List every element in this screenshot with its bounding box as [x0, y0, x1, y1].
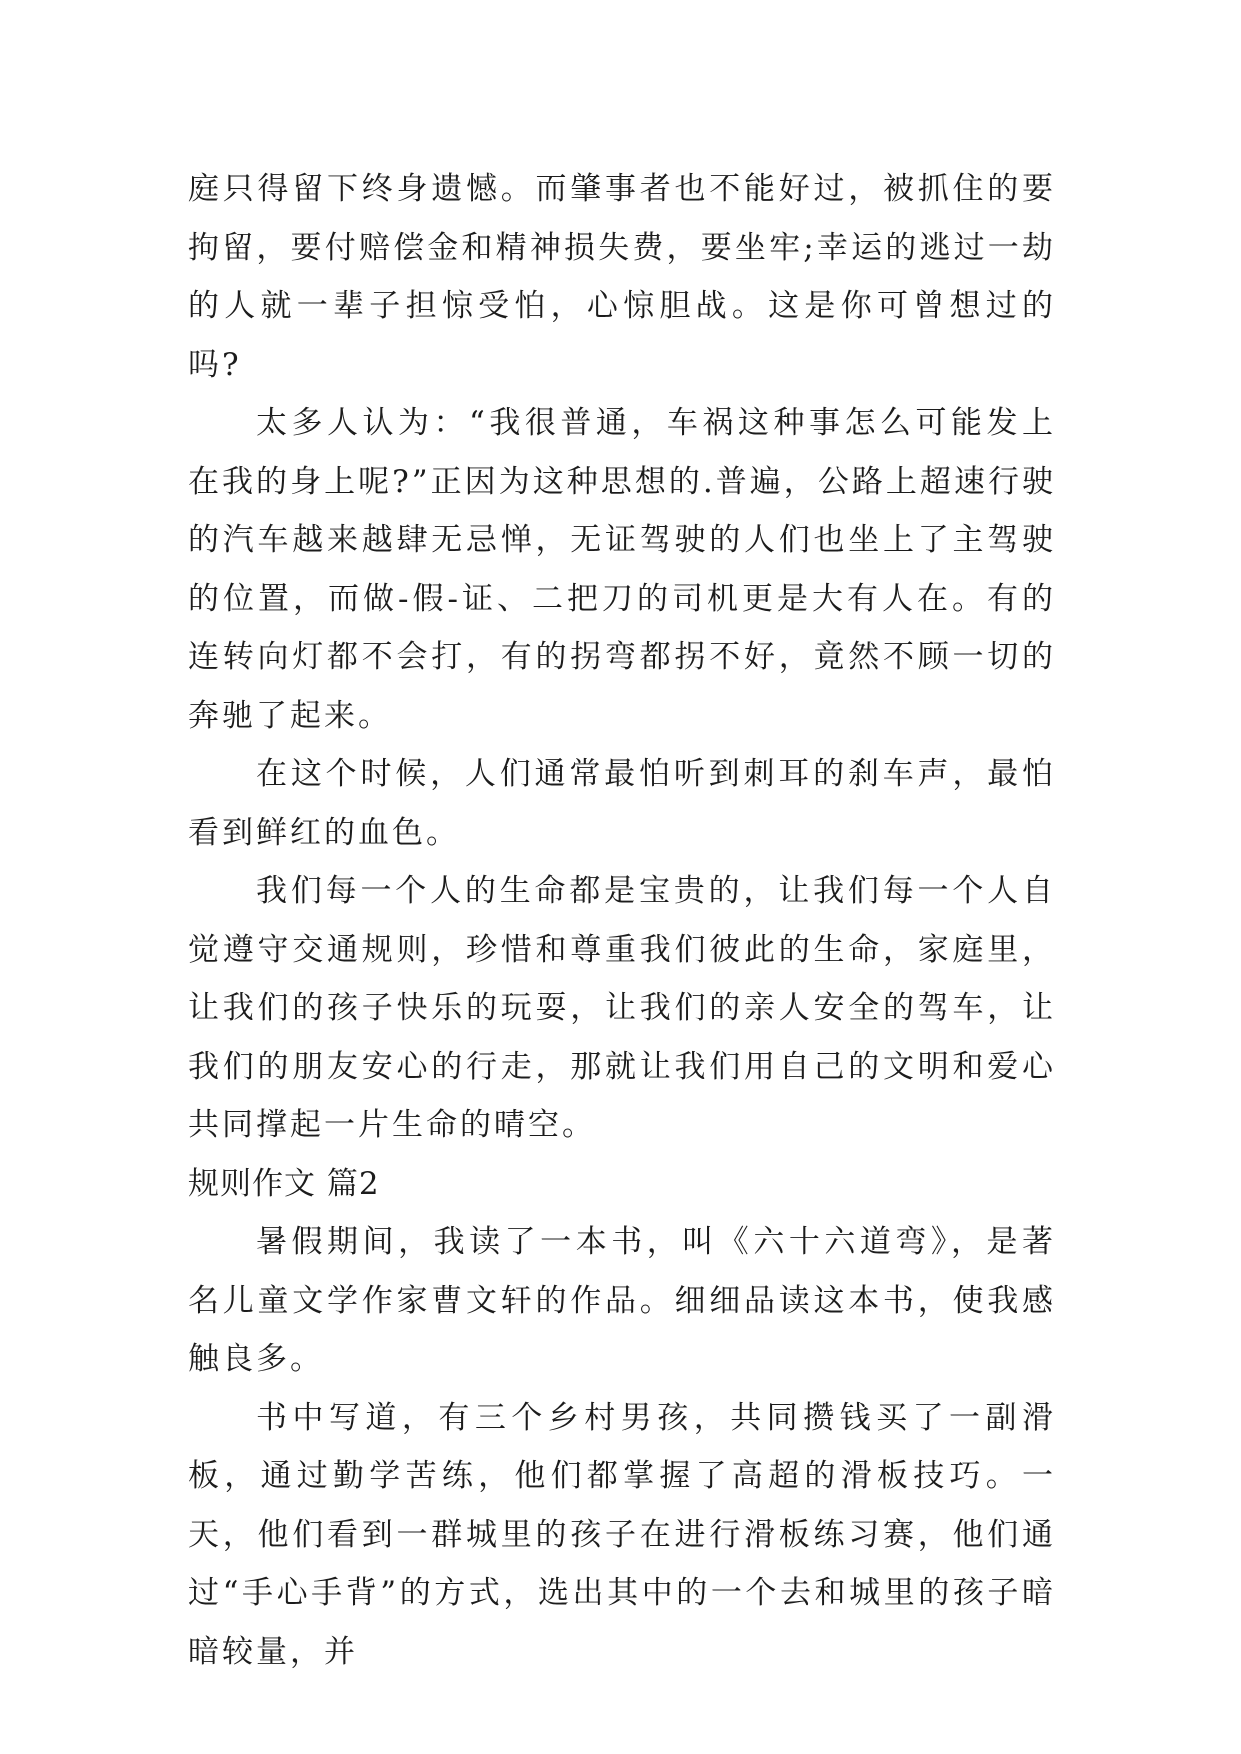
paragraph: 太多人认为：“我很普通，车祸这种事怎么可能发上在我的身上呢?”正因为这种思想的.普遍，公路上超速行驶的汽车越来越肆无忌惮，无证驾驶的人们也坐上了主驾驶的位置，而做-假-证、二把刀的司机更是大有人在。有的连转向灯都不会打，有的拐弯都拐不好，竟然不顾一切的奔驰了起来。 — [188, 405, 1056, 734]
document-page — [188, 160, 1056, 1681]
paragraph: 书中写道，有三个乡村男孩，共同攒钱买了一副滑板，通过勤学苦练，他们都掌握了高超的滑板技巧。一天，他们看到一群城里的孩子在进行滑板练习赛，他们通过“手心手背”的方式，选出其中的一个去和城里的孩子暗暗较量，并 — [188, 1399, 1056, 1670]
paragraph: 我们每一个人的生命都是宝贵的，让我们每一个人自觉遵守交通规则，珍惜和尊重我们彼此的生命，家庭里，让我们的孩子快乐的玩耍，让我们的亲人安全的驾车，让我们的朋友安心的行走，那就让我们用自己的文明和爱心共同撑起一片生命的晴空。 — [188, 873, 1056, 1143]
section-heading: 规则作文 篇2 — [188, 1165, 380, 1202]
paragraph: 在这个时候，人们通常最怕听到刺耳的刹车声，最怕看到鲜红的血色。 — [188, 756, 1056, 851]
paragraph: 暑假期间，我读了一本书，叫《六十六道弯》，是著名儿童文学作家曹文轩的作品。细细品读这本书，使我感触良多。 — [188, 1224, 1056, 1377]
paragraph-continued: 庭只得留下终身遗憾。而肇事者也不能好过，被抓住的要拘留，要付赔偿金和精神损失费，要坐牢;幸运的逃过一劫的人就一辈子担惊受怕，心惊胆战。这是你可曾想过的吗? — [188, 171, 1056, 383]
